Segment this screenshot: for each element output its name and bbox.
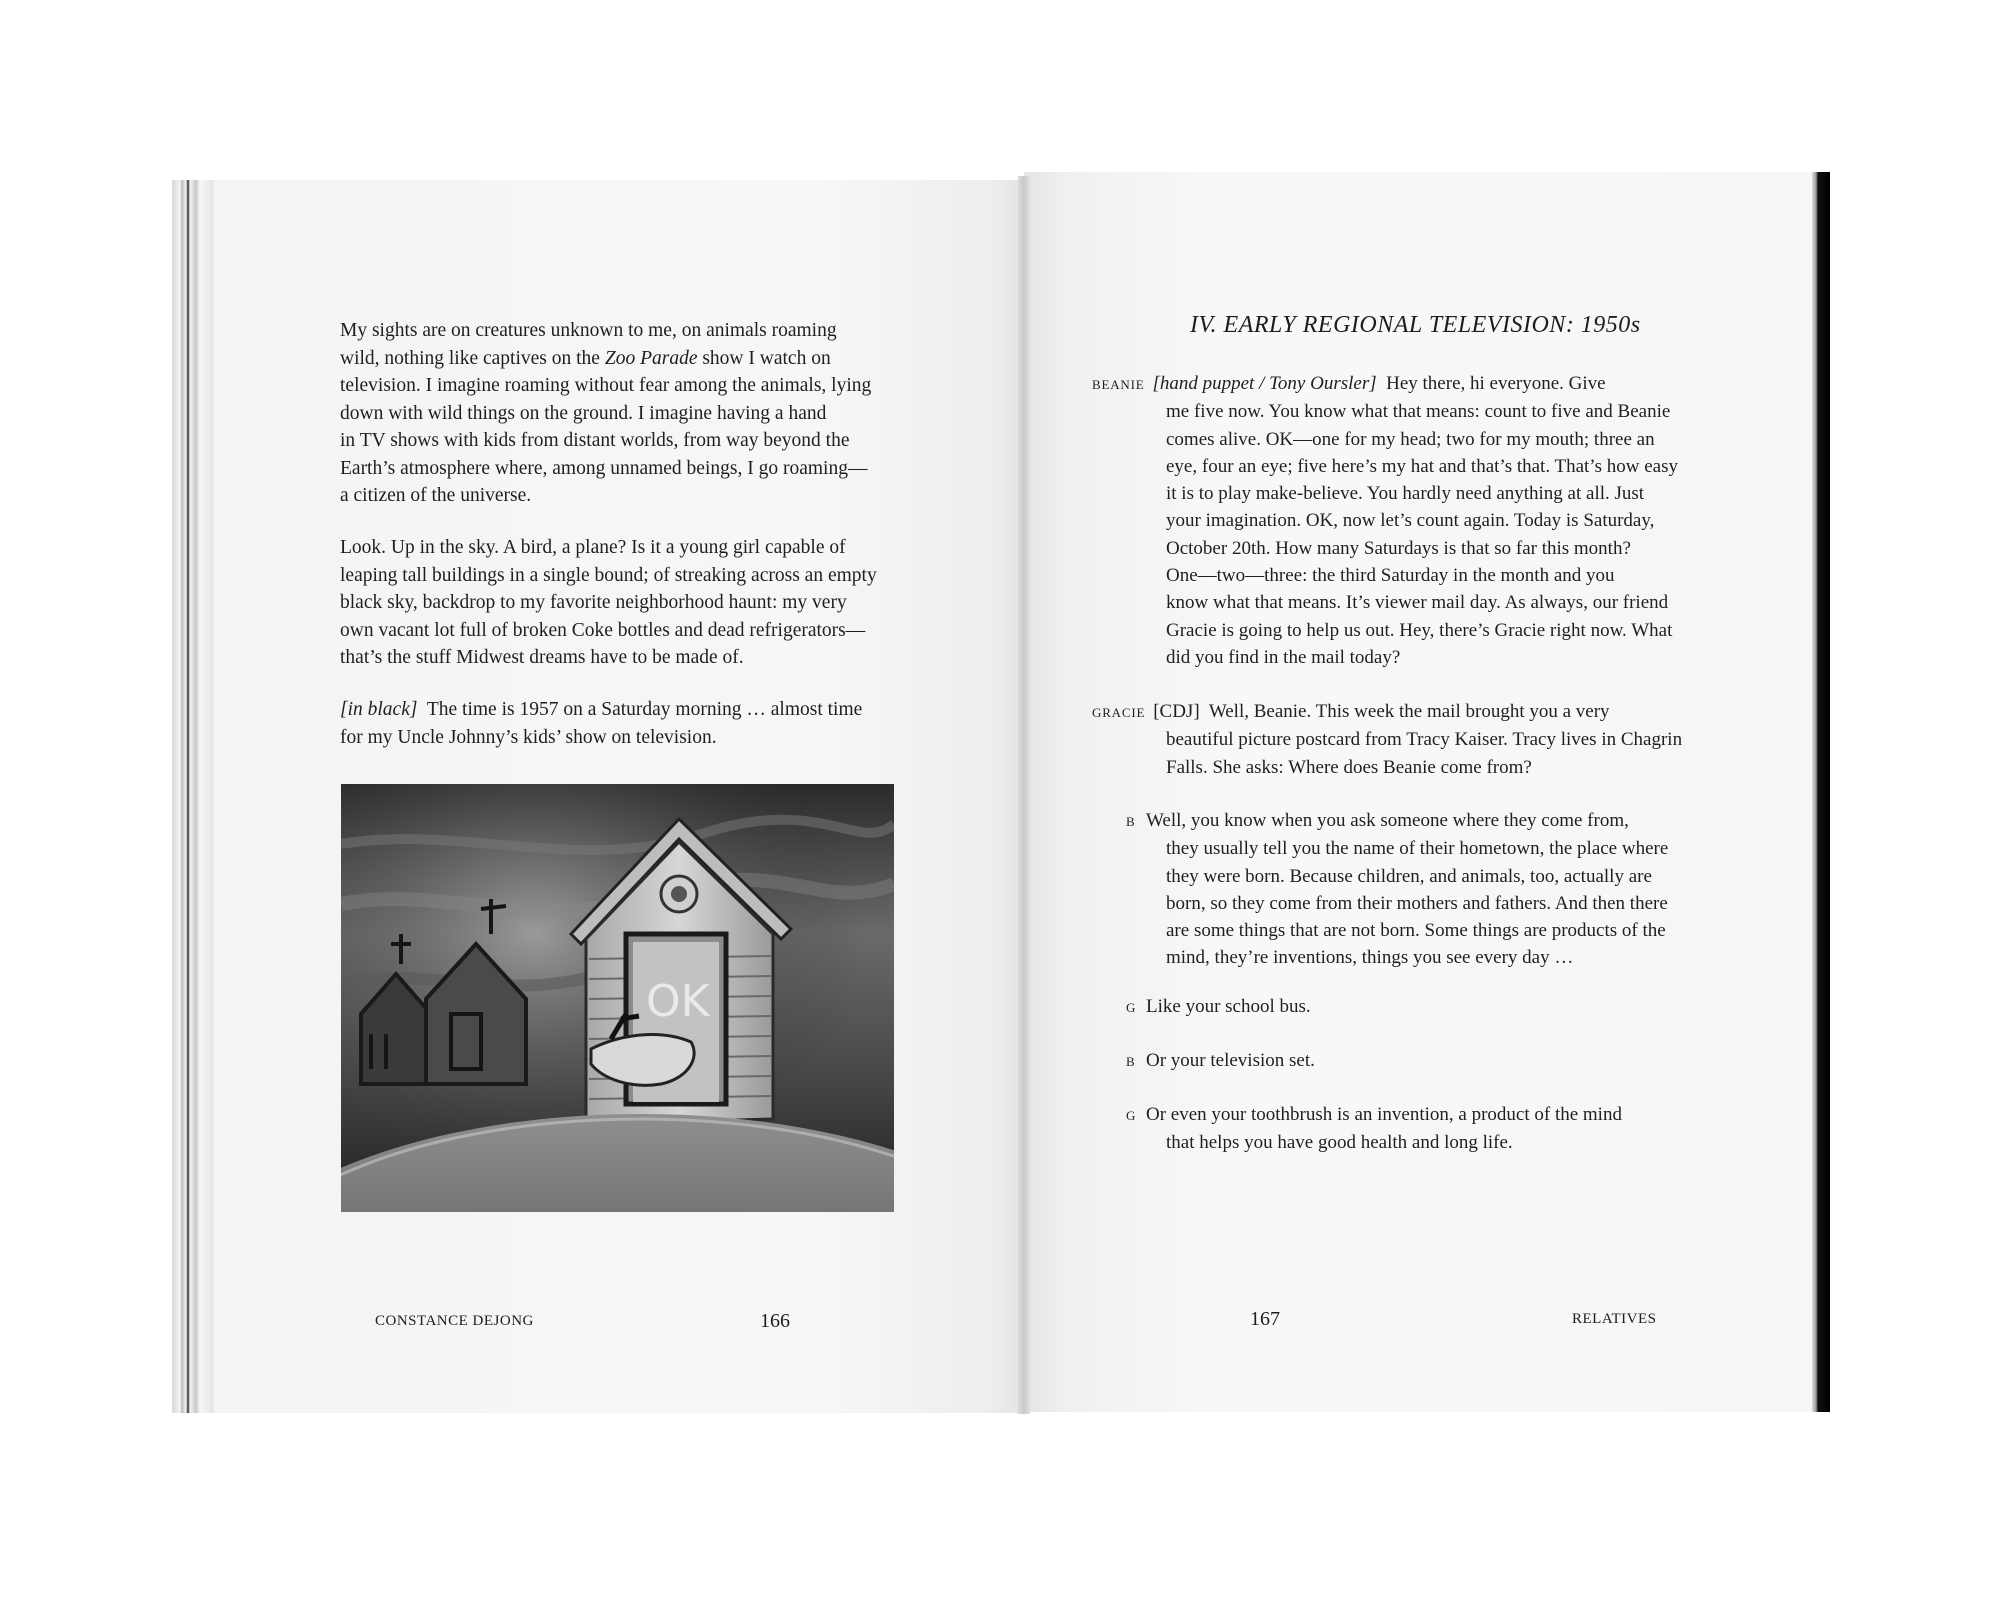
- text-line: they usually tell you the name of their hometown, the place where: [1166, 838, 1669, 860]
- text-line: [1126, 993, 1686, 1021]
- text-line: me five now. You know what that means: count to five and Beanie: [1166, 401, 1671, 423]
- dialogue-beanie: [1092, 370, 1686, 671]
- text-line: own vacant lot full of broken Coke bottles and dead refrigerators—: [340, 619, 866, 641]
- speaker-label: BEANIE: [1092, 377, 1145, 392]
- speaker-label: GRACIE: [1092, 705, 1146, 720]
- text-line: One—two—three: the third Saturday in the month and you: [1166, 565, 1615, 587]
- text-line: My sights are on creatures unknown to me, on animals roaming: [340, 320, 837, 341]
- text-run: show I watch on: [697, 347, 831, 369]
- text-line: that’s the stuff Midwest dreams have to be made of.: [340, 647, 744, 668]
- text-line: leaping tall buildings in a single bound; of streaking across an empty: [340, 564, 877, 586]
- show-title: Zoo Parade: [604, 347, 698, 369]
- text-line: it is to play make-believe. You hardly need anything at all. Just: [1166, 483, 1645, 505]
- text-run: Or even your toothbrush is an invention, a product of the mind: [1146, 1104, 1622, 1125]
- speaker-label: G: [1126, 1000, 1136, 1015]
- page-number-right: 167: [1250, 1308, 1280, 1330]
- painted-ok-text: OK: [646, 976, 710, 1027]
- text-line: in TV shows with kids from distant worlds, from way beyond the: [340, 430, 850, 451]
- text-line: television. I imagine roaming without fear among the animals, lying: [340, 375, 872, 396]
- dialogue-g-2: [1126, 1101, 1686, 1157]
- dialogue-b-1: [1126, 807, 1686, 972]
- text-line: they were born. Because children, and animals, too, actually are: [1166, 865, 1652, 887]
- painting-illustration: [341, 784, 894, 1212]
- painted-house-image: [341, 784, 894, 1212]
- text-run: wild, nothing like captives on the: [340, 347, 605, 369]
- text-line: for my Uncle Johnny’s kids’ show on television.: [340, 726, 717, 748]
- running-head-author: CONSTANCE DEJONG: [375, 1313, 534, 1329]
- text-line: mind, they’re inventions, things you see every day …: [1166, 947, 1574, 969]
- speaker-label: G: [1126, 1108, 1136, 1123]
- speaker-label: B: [1126, 1054, 1135, 1069]
- text-run: Or your television set.: [1146, 1050, 1315, 1071]
- text-run: Like your school bus.: [1146, 996, 1311, 1017]
- dialogue-g-1: [1126, 993, 1686, 1021]
- text-line: [1126, 1101, 1686, 1129]
- text-line: Earth’s atmosphere where, among unnamed beings, I go roaming—: [340, 457, 868, 479]
- section-heading: IV. EARLY REGIONAL TELEVISION: 1950s: [1190, 312, 1641, 338]
- left-paragraph-2: [340, 534, 906, 672]
- text-line: October 20th. How many Saturdays is that so far this month?: [1166, 537, 1631, 559]
- text-run: Well, Beanie. This week the mail brought you a very: [1208, 701, 1610, 722]
- text-line: [340, 345, 906, 373]
- text-line: that helps you have good health and long life.: [1166, 1132, 1513, 1154]
- text-line: [340, 696, 906, 724]
- right-page: [1024, 172, 1814, 1412]
- page-number-left: 166: [760, 1310, 790, 1332]
- text-line: black sky, backdrop to my favorite neighborhood haunt: my very: [340, 592, 847, 613]
- dialogue-b-2: [1126, 1047, 1686, 1075]
- book-cover-edge-right: [1812, 172, 1830, 1412]
- text-run: Well, you know when you ask someone where they come from,: [1146, 810, 1629, 831]
- left-paragraph-1: [340, 317, 906, 510]
- text-line: eye, four an eye; five here’s my hat and that’s that. That’s how easy: [1166, 455, 1678, 477]
- speaker-label: B: [1126, 814, 1135, 829]
- text-line: down with wild things on the ground. I imagine having a hand: [340, 402, 827, 424]
- text-line: [1126, 1047, 1686, 1075]
- dialogue-gracie: [1092, 698, 1686, 781]
- text-line: Look. Up in the sky. A bird, a plane? Is it a young girl capable of: [340, 537, 846, 558]
- stage-direction: [hand puppet / Tony Oursler]: [1152, 373, 1377, 394]
- running-head-title: RELATIVES: [1572, 1311, 1657, 1327]
- page-edges-left: [172, 180, 218, 1413]
- text-line: know what that means. It’s viewer mail day. As always, our friend: [1166, 592, 1669, 614]
- text-line: your imagination. OK, now let’s count again. Today is Saturday,: [1166, 510, 1655, 532]
- text-run: Hey there, hi everyone. Give: [1386, 373, 1606, 394]
- text-line: born, so they come from their mothers and fathers. And then there: [1166, 892, 1668, 914]
- text-run: The time is 1957 on a Saturday morning … almost time: [417, 699, 863, 720]
- text-line: [1126, 807, 1686, 835]
- text-line: comes alive. OK—one for my head; two for my mouth; three an: [1166, 428, 1655, 450]
- stage-direction: [in black]: [340, 699, 418, 720]
- text-line: [1092, 370, 1686, 398]
- book-gutter: [1018, 176, 1030, 1414]
- text-line: a citizen of the universe.: [340, 485, 532, 506]
- text-line: Falls. She asks: Where does Beanie come from?: [1166, 756, 1532, 778]
- text-line: did you find in the mail today?: [1166, 646, 1401, 668]
- text-line: Gracie is going to help us out. Hey, there’s Gracie right now. What: [1166, 619, 1673, 641]
- text-line: [1092, 698, 1686, 726]
- stage-direction: [CDJ]: [1153, 701, 1200, 722]
- text-line: are some things that are not born. Some things are products of the: [1166, 920, 1666, 942]
- left-paragraph-3: [340, 696, 906, 751]
- text-line: beautiful picture postcard from Tracy Kaiser. Tracy lives in Chagrin: [1166, 729, 1683, 751]
